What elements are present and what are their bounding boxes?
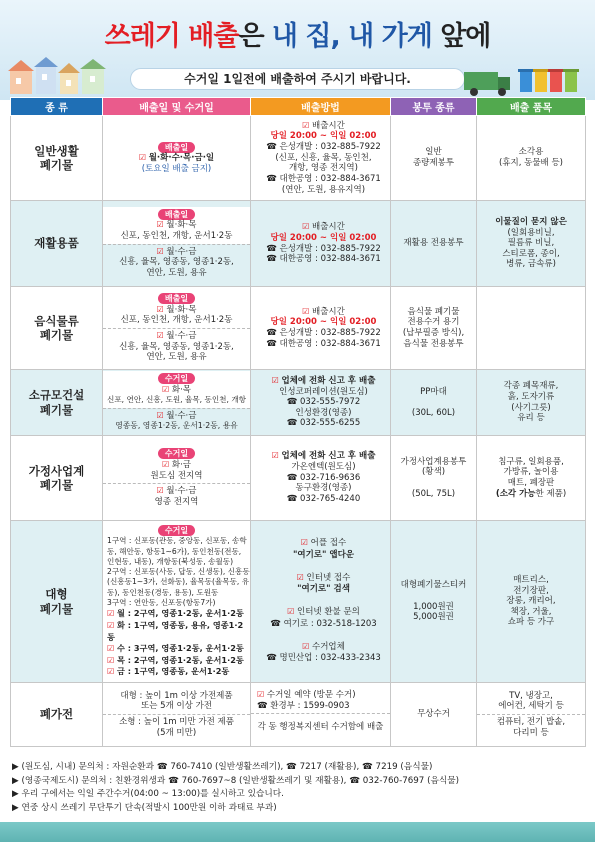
schedule-cell xyxy=(103,521,251,683)
table-header-row xyxy=(11,98,586,116)
check-icon: ☑ xyxy=(156,220,164,230)
schedule-pill: 배출일 xyxy=(158,142,195,153)
check-icon: ☑ xyxy=(271,451,279,461)
check-icon: ☑ xyxy=(302,641,310,651)
schedule-days: 월·화·수·목·금·일 xyxy=(148,153,215,164)
items-cell: TV, 냉장고, 에어컨, 세탁기 등 컴퓨터, 전기 밥솥, 다리미 등 xyxy=(477,683,586,747)
method-cell: ☑ 수거일 예약 (방문 수거) ☎ 환경부 : 1599-0903 각 동 행정복지센터 수거함에 배출 xyxy=(251,683,391,747)
items-cell xyxy=(477,287,586,370)
bag-cell: 일반 종량제봉투 xyxy=(391,116,477,201)
column-header: 배출 품목 xyxy=(477,98,586,116)
schedule-note: (토요일 배출 금지) xyxy=(141,163,212,174)
schedule-pill: 수거일 xyxy=(158,373,195,384)
schedule-cell: 수거일 ☑ 화·금 원도심 전지역 ☑ 월·수·금 영종 전지역 xyxy=(103,436,251,521)
bag-cell: PP마대 (30L, 60L) xyxy=(391,370,477,436)
check-icon: ☑ xyxy=(257,690,265,700)
garbage-truck-icon xyxy=(462,66,590,96)
schedule-pill: 수거일 xyxy=(158,448,195,459)
check-icon: ☑ xyxy=(156,486,164,496)
bag-cell: 가정사업계용봉투 (황색) (50L, 75L) xyxy=(391,436,477,521)
method-cell: ☑ 배출시간 당일 20:00 ~ 익일 02:00 ☎ 은성개발 : 032-885-7922 (신포, 신흥, 율목, 동인천, 개항, 영종 전지역) ☎ 대한공영 : 032-884-3671 (연안, 도원, 용유지역) xyxy=(251,116,391,201)
table-row xyxy=(11,370,586,436)
waste-type: 일반생활 폐기물 xyxy=(11,116,103,201)
items-cell: 소각용 (휴지, 동물배 등) xyxy=(477,116,586,201)
check-icon: ☑ xyxy=(162,384,170,394)
title-connector: 은 xyxy=(238,21,272,52)
footer-band xyxy=(0,822,595,842)
schedule-pill: 배출일 xyxy=(158,293,195,304)
schedule-cell: 배출일 ☑ 월·화·목 신포, 동인천, 개항, 운서1·2동 ☑ 월·수·금 신흥, 율목, 영종동, 영종1·2동, 연안, 도원, 용유 xyxy=(103,201,251,287)
schedule-pill: 배출일 xyxy=(158,209,195,220)
bag-cell: 무상수거 xyxy=(391,683,477,747)
items-cell: 각종 폐목재류, 흙, 도자기류 (사기그릇) 유리 등 xyxy=(477,370,586,436)
zone-list: 1구역 : 신포동(관동, 중앙동, 신포동, 송학동, 해안동, 항동1~6가), 동인천동(전동, 인현동, 내동), 개항동(북성동, 송월동) 2구역 : 신포동(사동, 답동, 신생동), 신흥동(신흥동1~3가, 선화동), 율목동(율목동, 유동), 동인천동(경동, 용동), 도원동 3구역 : 연안동, 신포동(항동7가) ☑ 월 : 2구역, 영종1·2동, 운서1·2동 ☑ 화 : 1구역, 영종동, 용유, 영종1·2동 ☑ 수 : 3구역, 영종1·2동, 운서1·2동 ☑ 목 : 2구역, 영종1·2동, 운서1·2동 ☑ 금 : 1구역, 영종동, 운서1·2동 xyxy=(107,536,250,677)
check-icon: ☑ xyxy=(296,572,304,582)
waste-type: 가정사업계 폐기물 xyxy=(11,436,103,521)
note-line: ▶ (영종국제도시) 문의처 : 친환경위생과 ☎ 760-7697~8 (일반생활쓰레기 및 재활용), ☎ 032-760-7697 (음식물) xyxy=(12,775,460,786)
title-end: 앞에 xyxy=(431,21,491,52)
note-line: ▶ 우리 구에서는 익일 주간수거(04:00 ~ 13:00)를 실시하고 있습니다. xyxy=(12,789,284,799)
check-icon: ☑ xyxy=(300,538,308,548)
table-row xyxy=(11,521,586,683)
schedule-cell: 배출일 ☑ 월·화·목 신포, 동인천, 개항, 운서1·2동 ☑ 월·수·금 신흥, 율목, 영종동, 영종1·2동, 연안, 도원, 용유 xyxy=(103,287,251,370)
check-icon: ☑ xyxy=(156,246,164,256)
method-cell: ☑ 업체에 전화 신고 후 배출 인성코퍼레이션(원도심) ☎ 032-555-7972 인성환경(영종) ☎ 032-555-6255 xyxy=(251,370,391,436)
note-line: ▶ (원도심, 시내) 문의처 : 자원순환과 ☎ 760-7410 (일반생활쓰레기), ☎ 7217 (재활용), ☎ 7219 (음식물) xyxy=(12,762,433,772)
table-row xyxy=(11,116,586,201)
waste-schedule-table xyxy=(10,97,586,747)
items-cell: 매트리스, 전기장판, 장롱, 캐리어, 책장, 거울, 쇼파 등 가구 xyxy=(477,521,586,683)
waste-type: 재활용품 xyxy=(11,201,103,287)
items-cell: 침구류, 일회용품, 가방류, 놀이용 매트, 폐장판 (소각 가능한 제품) xyxy=(477,436,586,521)
items-cell: 이물질이 묻지 않은 (일회용비닐, 필름류 비닐, 스티로폼, 종이, 병류, 금속류) xyxy=(477,201,586,287)
table-row xyxy=(11,683,586,747)
schedule-cell: 수거일 ☑ 화·목 신포, 연안, 신흥, 도원, 율목, 동인천, 개항 ☑ 월·수·금 영종동, 영종1·2동, 운서1·2동, 용유 xyxy=(103,370,251,436)
check-icon: ☑ xyxy=(162,460,170,470)
title-place: 내 집, 내 가게 xyxy=(271,21,432,52)
note-line: ▶ 연중 상시 쓰레기 무단투기 단속(적발시 100만원 이하 과태료 부과) xyxy=(12,802,277,813)
houses-illustration xyxy=(8,56,118,94)
page-title xyxy=(0,14,595,53)
bag-cell: 음식물 폐기물 전용수거 용기 (납부필증 방식), 음식물 전용봉투 xyxy=(391,287,477,370)
check-icon: ☑ xyxy=(156,410,164,420)
check-icon: ☑ xyxy=(302,306,310,316)
check-icon: ☑ xyxy=(156,331,164,340)
subtitle-banner: 수거일 1일전에 배출하여 주시기 바랍니다. xyxy=(130,68,465,90)
schedule-cell xyxy=(103,116,251,201)
contact-notes xyxy=(12,761,587,815)
table-row xyxy=(11,436,586,521)
check-icon: ☑ xyxy=(138,153,147,163)
bag-cell: 대형폐기물스티커 1,000원권 5,000원권 xyxy=(391,521,477,683)
column-header: 봉투 종류 xyxy=(391,98,477,116)
waste-type: 소규모건설 폐기물 xyxy=(11,370,103,436)
check-icon: ☑ xyxy=(287,607,295,617)
schedule-cell: 대형 : 높이 1m 이상 가전제품 또는 5개 이상 가전 소형 : 높이 1m 미만 가전 제품 (5개 미만) xyxy=(103,683,251,747)
title-highlight: 쓰레기 배출 xyxy=(104,21,239,52)
column-header: 배출일 및 수거일 xyxy=(103,98,251,116)
method-cell: ☑ 배출시간 당일 20:00 ~ 익일 02:00 ☎ 은성개발 : 032-885-7922 ☎ 대한공영 : 032-884-3671 xyxy=(251,287,391,370)
check-icon: ☑ xyxy=(271,375,279,385)
check-icon: ☑ xyxy=(156,304,164,314)
check-icon: ☑ xyxy=(302,120,310,130)
table-row xyxy=(11,287,586,370)
check-icon: ☑ xyxy=(302,222,310,232)
waste-type: 음식물류 폐기물 xyxy=(11,287,103,370)
column-header: 종 류 xyxy=(11,98,103,116)
column-header: 배출방법 xyxy=(251,98,391,116)
bag-cell: 재활용 전용봉투 xyxy=(391,201,477,287)
waste-type: 폐가전 xyxy=(11,683,103,747)
method-cell: ☑ 어플 접수 "여기로" 앱다운 ☑ 인터넷 접수 "여기로" 검색 ☑ 인터넷 환불 문의 ☎ 여기로 : 032-518-1203 ☑ 수거업체 ☎ 명민산업 : 032-433-2343 xyxy=(251,521,391,683)
method-cell: ☑ 업체에 전화 신고 후 배출 가온엔텍(원도심) ☎ 032-716-9636 동구환경(영종) ☎ 032-765-4240 xyxy=(251,436,391,521)
waste-type: 대형 폐기물 xyxy=(11,521,103,683)
table-row xyxy=(11,201,586,287)
method-cell: ☑ 배출시간 당일 20:00 ~ 익일 02:00 ☎ 은성개발 : 032-885-7922 ☎ 대한공영 : 032-884-3671 xyxy=(251,201,391,287)
schedule-pill: 수거일 xyxy=(158,525,195,536)
